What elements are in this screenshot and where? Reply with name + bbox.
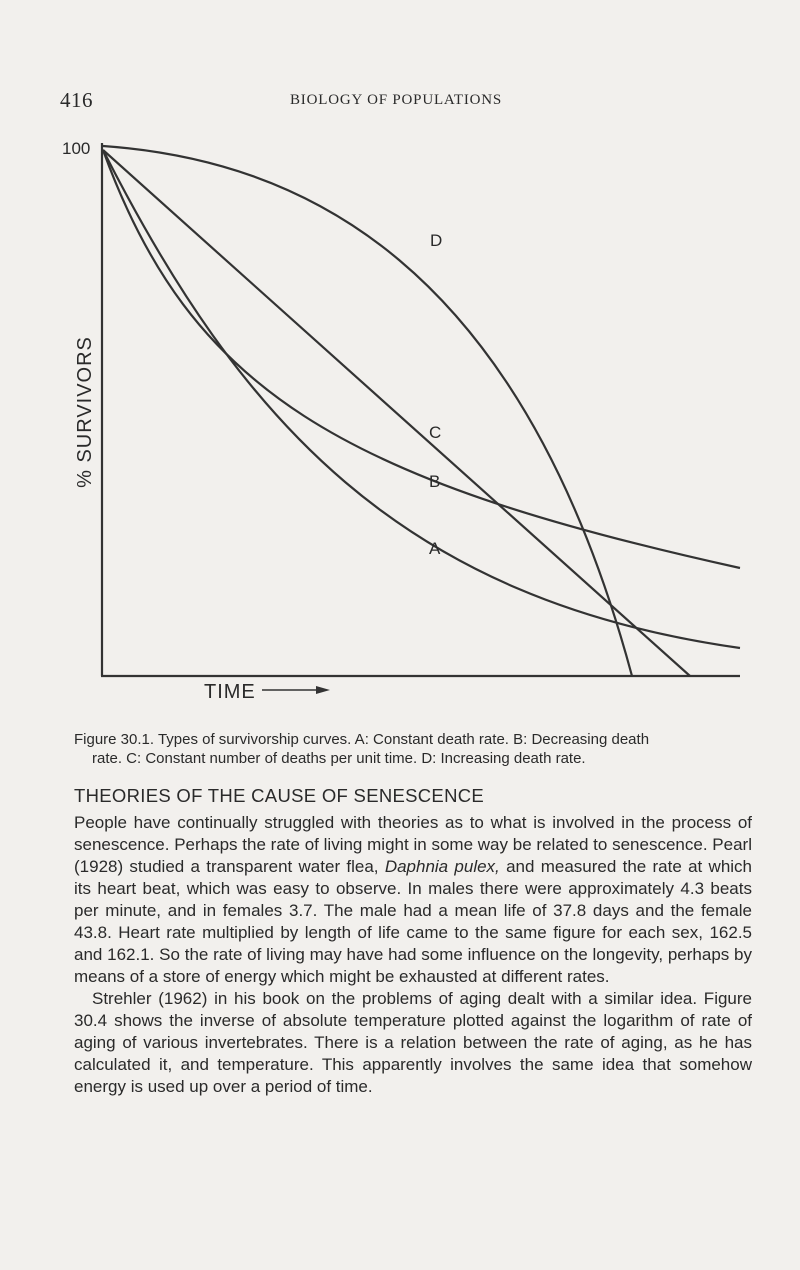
paragraph-2: Strehler (1962) in his book on the problems of aging dealt with a similar idea. Figure 30.4 shows the inverse of absolute temperature plotted against the logarithm of rate of aging of various invertebrates. There is a relation between the rate of aging, as he has calculated it, and temperature. This apparently involves the same idea that somehow energy is used up over a period of time. xyxy=(74,989,752,1096)
x-axis-arrow-head xyxy=(316,686,330,694)
curve-label-d: D xyxy=(430,231,443,250)
species-name: Daphnia pulex, xyxy=(384,857,500,876)
curve-c xyxy=(103,150,690,676)
y-tick-100: 100 xyxy=(62,139,91,158)
curve-label-b: B xyxy=(429,472,441,491)
section-heading: THEORIES OF THE CAUSE OF SENESCENCE xyxy=(74,785,485,806)
caption-line-2: rate. C: Constant number of deaths per unit time. D: Increasing death rate. xyxy=(92,750,586,767)
caption-line-1: Figure 30.1. Types of survivorship curves. A: Constant death rate. B: Decreasing death xyxy=(74,731,650,748)
running-head: BIOLOGY OF POPULATIONS xyxy=(290,92,503,108)
x-axis-label: TIME xyxy=(204,681,256,703)
curve-label-a: A xyxy=(429,539,441,558)
curve-b xyxy=(103,150,740,568)
paragraph-1-part-a: People have continually struggled with theories as to what is involved in the process of senescence. Perhaps the rate of living might in some way be related to senescence. Pearl (1928) studied a transparent water flea, xyxy=(74,813,752,876)
y-axis-label: % SURVIVORS xyxy=(74,336,96,488)
figure-caption xyxy=(74,730,754,768)
page-number: 416 xyxy=(60,88,93,112)
curve-a xyxy=(103,150,740,648)
paragraph-1-part-b: and measured the rate at which its heart beat, which was easy to observe. In males there were approximately 4.3 beats per minute, and in females 3.7. The male had a mean life of 37.8 days and the female 43.8. Heart rate multiplied by length of life came to the same figure for each sex, 162.5 and 162.1. So the rate of living may have had some influence on the longevity, perhaps by means of a store of energy which might be exhausted at different rates. xyxy=(74,857,753,986)
body-text xyxy=(74,812,752,1098)
curve-d xyxy=(103,146,632,676)
paragraph-1 xyxy=(74,812,752,988)
curve-label-c: C xyxy=(429,423,442,442)
